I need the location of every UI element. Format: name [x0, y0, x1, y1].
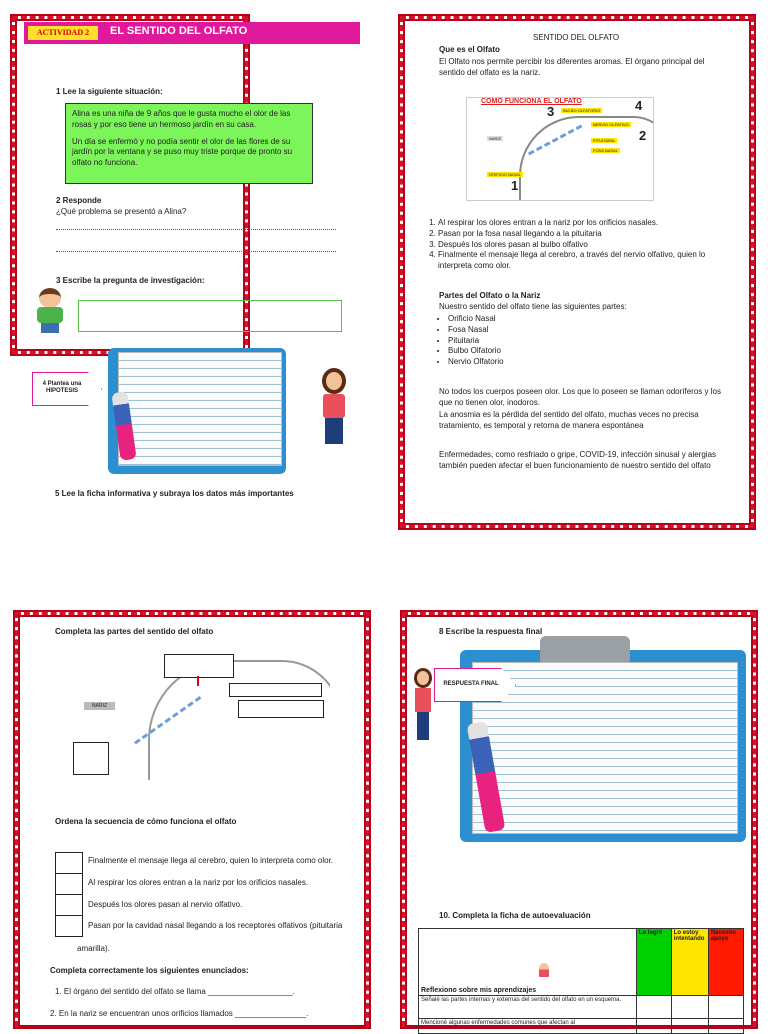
check-cell[interactable] — [671, 1019, 708, 1034]
question-text: ¿Qué problema se presentó a Alina? — [56, 207, 187, 216]
col-label: Necesito apoyo — [710, 930, 736, 942]
red-arrow-down — [197, 676, 199, 686]
check-cell[interactable] — [636, 1019, 671, 1034]
girl-illustration — [314, 368, 354, 446]
parts-list — [439, 314, 504, 368]
research-question-input[interactable] — [78, 300, 342, 332]
col-apoyo — [708, 929, 743, 996]
parts-intro: Nuestro sentido del olfato tiene las siguientes partes: — [439, 302, 627, 311]
diagram-blank-right-2[interactable] — [238, 700, 324, 718]
process-step: 4. Finalmente el mensaje llega al cerebro, a través del nervio olfativo, quien lo interpreta como olor. — [438, 250, 738, 272]
check-cell[interactable] — [708, 996, 743, 1019]
order-item: Al respirar los olores entran a la nariz por los orificios nasales. — [88, 878, 309, 887]
sentence-2: 2. En la nariz se encuentran unos orificios llamados ________________. — [50, 1009, 309, 1018]
process-steps — [424, 218, 738, 272]
story-box — [65, 103, 313, 184]
order-item-continued: amarilla). — [77, 944, 110, 953]
label-nariz: NARIZ — [489, 136, 501, 141]
final-answer-label: RESPUESTA FINAL — [443, 681, 499, 687]
label-pituitaria: PITUITARIA — [593, 138, 615, 143]
part-item: • Bulbo Olfatorio — [448, 346, 504, 357]
step1-label: 1 Lee la siguiente situación: — [56, 87, 163, 96]
diagram-blank-right-1[interactable] — [229, 683, 322, 697]
label-fosa: FOSA NASAL — [593, 148, 618, 153]
order-box-2[interactable] — [55, 873, 83, 895]
intro-text: El Olfato nos permite percibir los diferentes aromas. El órgano principal del sentido del olfato es la nariz. — [439, 57, 705, 77]
what-is-smell-title: Que es el Olfato — [439, 45, 500, 54]
step5-label: 5 Lee la ficha informativa y subraya los datos más importantes — [55, 489, 294, 498]
criterion: Mencioné algunas enfermedades comunes que afectan al — [419, 1019, 637, 1034]
story-paragraph-2: Un día se enfermó y no podía sentir el olor de las flores de su jardín por la ventana y se puso muy triste porque de pronto su olfato no funciona. — [72, 136, 293, 168]
check-cell[interactable] — [636, 996, 671, 1019]
step8-label: 8 Escribe la respuesta final — [439, 627, 543, 636]
num-1: 1 — [511, 178, 519, 193]
col-label: Lo estoy intentando — [673, 930, 705, 942]
nose-tag: NARIZ — [84, 702, 115, 710]
reflect-cell — [419, 929, 637, 996]
diseases-paragraph: Enfermedades, como resfriado o gripe, COVID-19, infección sinusal y alergias también pueden afectar el buen funcionamiento de nuestro sentido del olfato — [439, 450, 717, 470]
clipboard-clamp — [540, 636, 630, 662]
girl-illustration-2 — [412, 668, 434, 742]
order-box-1[interactable] — [55, 852, 83, 874]
label-nervio: NERVIO OLFATIVO — [593, 122, 629, 127]
num-2: 2 — [639, 128, 647, 143]
activity-badge: ACTIVIDAD 2 — [28, 26, 98, 40]
answer-line-2[interactable] — [56, 251, 336, 252]
check-cell[interactable] — [708, 1019, 743, 1034]
complete-title: Completa correctamente los siguientes enunciados: — [50, 966, 249, 975]
answer-line-1[interactable] — [56, 229, 336, 230]
process-step: 1. Al respirar los olores entran a la nariz por los orificios nasales. — [438, 218, 738, 229]
num-4: 4 — [635, 98, 643, 113]
info-heading: SENTIDO DEL OLFATO — [532, 33, 620, 42]
table-row — [419, 996, 744, 1019]
col-intentando — [671, 929, 708, 996]
clipboard-paper[interactable] — [118, 352, 282, 466]
hypothesis-label: 4 Plantea una HIPOTESIS — [42, 381, 82, 395]
step2-label: 2 Responde — [56, 196, 102, 205]
odor-paragraph: No todos los cuerpos poseen olor. Los que lo poseen se llaman odoríferos y los que no tienen olor, inodoros. — [439, 387, 721, 407]
sentence-1: 1. El órgano del sentido del olfato se llama ___________________. — [55, 987, 295, 996]
process-step: 3. Después los olores pasan al bulbo olfativo — [438, 240, 738, 251]
self-evaluation-table — [418, 928, 744, 1034]
part-item: • Nervio Olfatorio — [448, 357, 504, 368]
step3-label: 3 Escribe la pregunta de investigación: — [56, 276, 205, 285]
col-label: Lo logré — [638, 930, 663, 936]
anosmia-paragraph: La anosmia es la pérdida del sentido del olfato, muchas veces no precisa tratamiento, es temporal y retorna de manera espontánea — [439, 410, 699, 430]
label-orificio: ORIFICIO NASAL — [489, 172, 522, 177]
order-item: Finalmente el mensaje llega al cerebro, quien lo interpreta como olor. — [88, 856, 334, 865]
process-step: 2. Pasan por la fosa nasal llegando a la pituitaria — [438, 229, 738, 240]
diagram-blank-left[interactable] — [73, 742, 109, 775]
step10-label: 10. Completa la ficha de autoevaluación — [439, 911, 591, 920]
num-3: 3 — [547, 104, 555, 119]
table-row — [419, 1019, 744, 1034]
page-title: EL SENTIDO DEL OLFATO — [110, 25, 248, 37]
parts-title: Partes del Olfato o la Nariz — [439, 291, 541, 300]
boy-illustration — [33, 288, 67, 334]
table-header-row — [419, 929, 744, 996]
diagram-blank-top[interactable] — [164, 654, 234, 678]
olfaction-diagram — [466, 97, 654, 201]
order-box-4[interactable] — [55, 915, 83, 937]
check-cell[interactable] — [671, 996, 708, 1019]
criterion: Señalé las partes internas y externas del sentido del olfato en un esquema. — [419, 996, 637, 1019]
student-icon — [539, 963, 549, 977]
order-title: Ordena la secuencia de cómo funciona el olfato — [55, 817, 237, 826]
label-bulbo: BULBO OLFATORIO — [563, 108, 601, 113]
order-item: Después los olores pasan al nervio olfativo. — [88, 900, 243, 909]
reflect-label: Reflexiono sobre mis aprendizajes — [421, 987, 537, 994]
part-item: • Orificio Nasal — [448, 314, 504, 325]
order-item: Pasan por la cavidad nasal llegando a los receptores olfativos (pituitaria — [88, 921, 343, 930]
part-item: • Pituitaria — [448, 336, 504, 347]
story-paragraph-1: Alina es una niña de 9 años que le gusta mucho el olor de las rosas y por eso tiene un hermoso jardín en su casa. — [72, 109, 291, 129]
part-item: • Fosa Nasal — [448, 325, 504, 336]
col-logre — [636, 929, 671, 996]
parts-exercise-title: Completa las partes del sentido del olfato — [55, 627, 214, 636]
order-box-3[interactable] — [55, 894, 83, 916]
diagram-title: CÓMO FUNCIONA EL OLFATO — [481, 98, 582, 105]
